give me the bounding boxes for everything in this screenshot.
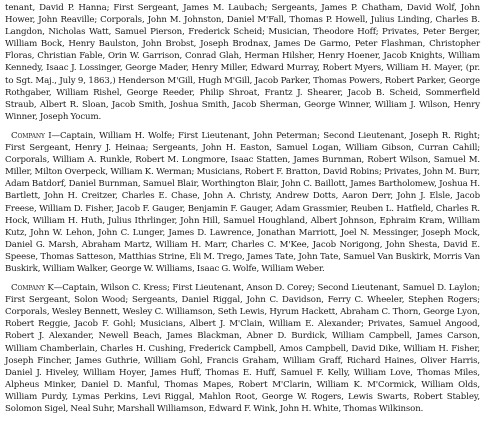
- company-k-roster-text: —Captain, Wilson C. Kress; First Lieutenant, Anson D. Corey; Second Lieutenant, Samuel D. Laylon; First Sergeant, Solon Wood; Sergeants, Daniel Riggal, John C. Davidson, Ferry C. Wheeler, Stephen Rogers; Corporals, Wesley Bennett, Wesley C. Williamson, Seth Lewis, Hyrum Hackett, Abraham C. Thorn, George Lyon, Robert Reggie, Jacob F. Gohl; Musicians, Albert J. M'Clain, William E. Alexander; Privates, Samuel Angood, Robert J. Alexander, Newell Beach, James Blackman, Abner D. Burdick, William Campbell, James Carson, William Chamberlain, Charles H. Cushing, Frederick Campbell, Amos Campbell, David Dike, William H. Fisher, Joseph Fincher, James Guthrie, William Gohl, Francis Graham, William Graff, Richard Haines, Oliver Harris, Daniel J. Hiveley, William Hoyer, James Huff, Thomas E. Huff, Samuel F. Kelly, William Love, Thomas Miles, Alpheus Minker, Daniel D. Manful, Thomas Mapes, Robert M'Clarin, William K. M'Cormick, William Olds, William Purdy, Lymas Perkins, Levi Riggal, Mahlon Root, George W. Rogers, Lewis Swarts, Robert Stabley, Solomon Sigel, Neal Suhr, Marshall Williamson, Edward F. Wink, John H. White, Thomas Wilkinson.: [5, 283, 481, 414]
- company-k-heading: Company K: [11, 283, 54, 294]
- company-k-roster: [5, 282, 480, 415]
- company-i-roster-text: —Captain, William H. Wolfe; First Lieutenant, John Peterman; Second Lieutenant, Joseph R. Right; First Sergeant, Henry J. Heinaa; Sergeants, John H. Easton, Samuel Logan, William Gibson, Curran Cahill; Corporals, William A. Runkle, Robert M. Longmore, Isaac Statten, James Burnman, Robert Wilson, Samuel M. Miller, Milton Overpeck, William K. Werman; Musicians, Robert F. Bratton, David Robins; Privates, John M. Burr, Adam Batdorf, Daniel Burnman, Samuel Blair, Worthington Blair, John C. Baillott, James Bartholomew, Joshua H. Bartlett, John H. Creitzer, Charles E. Chase, John A. Christy, Andrew Dotts, Aaron Derr, John J. Elsle, Jacob Freese, William D. Fisher, Jacob F. Gauger, Benjamin F. Gauger, Adam Grassmier, Reuben L. Hatfield, Charles R. Hock, William H. Huth, Julius Ithrlinger, John Hill, Samuel Houghland, Albert Johnson, Ephraim Kram, William Kutz, John W. Lehon, John C. Lunger, James D. Lawrence, Jonathan Marriott, Joel N. Messinger, Joseph Mock, Daniel G. Marsh, Abraham Martz, William H. Marr, Charles C. M'Kee, Jacob Norigong, John Shesta, David E. Speese, Thomas Satteson, Matthias Strine, Eli M. Trego, James Tate, John Tate, Samuel Van Buskirk, Morris Van Buskirk, William Walker, George W. Williams, Isaac G. Wolfe, William Weber.: [5, 130, 480, 274]
- company-i-roster: [5, 130, 480, 275]
- company-h-roster-continuation: tenant, David P. Hanna; First Sergeant, James M. Laubach; Sergeants, James P. Chatham, David Wolf, John Hower, John Reaville; Corporals, John M. Johnston, Daniel M'Fall, Thomas P. Howell, Julius Linding, Charles B. Langdon, Nicholas Watt, Samuel Pierson, Frederick Scheid; Musician, Theodore Hoff; Privates, Peter Berger, William Bock, Henry Baulston, John Brobst, Joseph Brodnax, James De Garmo, Peter Flashman, Christopher Floras, Christian Fable, Orin W. Garrison, Conrad Glah, Herman Hilsher, Henry Hoener, Jacob Knights, William Kennedy, Isaac J. Lossinger, George Mader, Henry Miller, Edward Murray, Robert Myers, William H. Mayer, (pr. to Sgt. Maj., July 9, 1863,) Henderson M'Gill, Hugh M'Gill, Jacob Parker, Thomas Powers, Robert Parker, George Rothgaber, William Rishel, George Reeder, Philip Shroat, Frantz J. Shearer, Jacob B. Scheid, Sommerfield Straub, Albert R. Sloan, Jacob Smith, Joshua Smith, Jacob Sherman, George Winner, William J. Wilson, Henry Winner, Joseph Yocum.: [5, 3, 480, 122]
- company-i-heading: Company I: [11, 130, 52, 141]
